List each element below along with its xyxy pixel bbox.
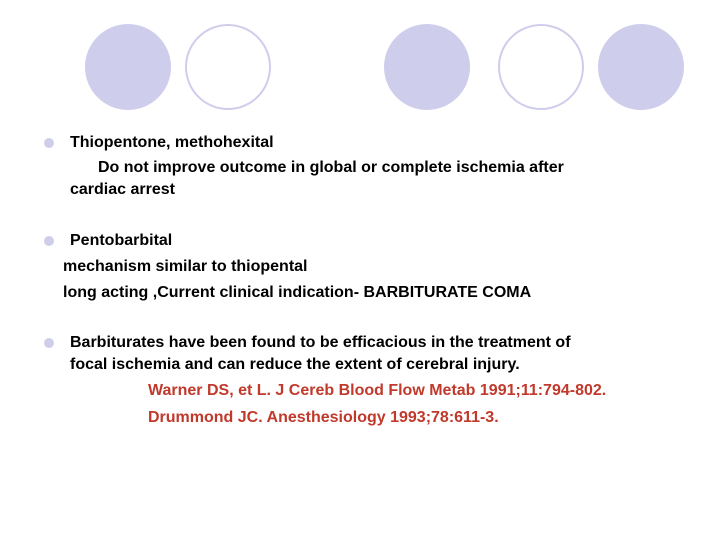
decor-circle-5 [598, 24, 684, 110]
decor-circle-1 [85, 24, 171, 110]
reference-1: Warner DS, et L. J Cereb Blood Flow Metab 1991;11:794-802. [148, 382, 607, 399]
bullet-1-line-2: cardiac arrest [70, 181, 175, 198]
bullet-1-line-1: Do not improve outcome in global or complete ischemia after [98, 159, 564, 176]
decor-circle-2 [185, 24, 271, 110]
bullet-3-heading: Barbiturates have been found to be efficacious in the treatment of [70, 334, 571, 351]
bullet-2-heading: Pentobarbital [70, 232, 173, 249]
bullet-marker-1 [44, 138, 54, 148]
bullet-2-line-1: mechanism similar to thiopental [63, 258, 308, 275]
bullet-3-line-1: focal ischemia and can reduce the extent of cerebral injury. [70, 356, 520, 373]
decor-circle-3 [384, 24, 470, 110]
bullet-marker-2 [44, 236, 54, 246]
bullet-marker-3 [44, 338, 54, 348]
reference-2: Drummond JC. Anesthesiology 1993;78:611-3. [148, 409, 499, 426]
bullet-1-heading: Thiopentone, methohexital [70, 134, 274, 151]
bullet-2-line-2: long acting ,Current clinical indication- BARBITURATE COMA [63, 284, 532, 301]
decor-circle-4 [498, 24, 584, 110]
